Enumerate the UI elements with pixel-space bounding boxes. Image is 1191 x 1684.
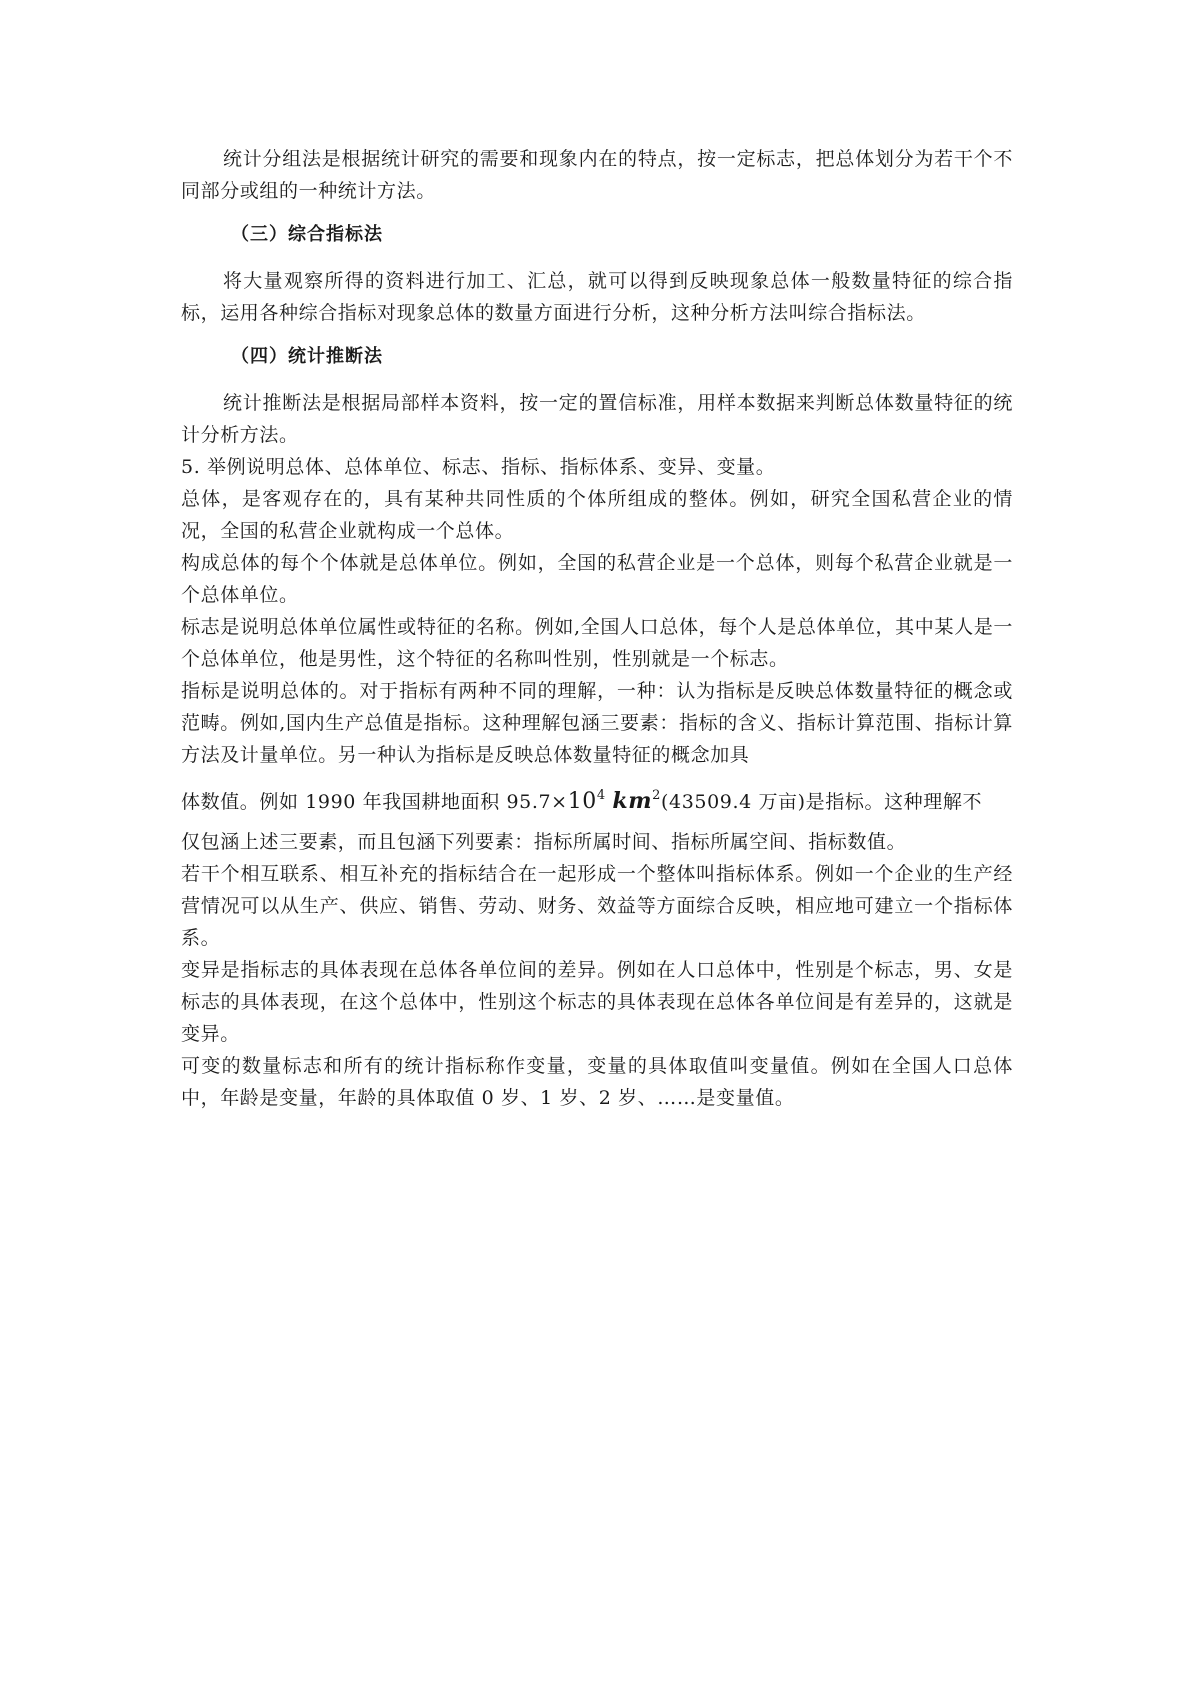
formula-line (181, 779, 1013, 824)
paragraph-statistical-inference: 统计推断法是根据局部样本资料，按一定的置信标准，用样本数据来判断总体数量特征的统计分析方法。 (181, 392, 1013, 446)
paragraph-variable: 可变的数量标志和所有的统计指标称作变量，变量的具体取值叫变量值。例如在全国人口总体中，年龄是变量，年龄的具体取值 0 岁、1 岁、2 岁、……是变量值。 (181, 1055, 1013, 1109)
paragraph-composite-indicator: 将大量观察所得的资料进行加工、汇总，就可以得到反映现象总体一般数量特征的综合指标，运用各种综合指标对现象总体的数量方面进行分析，这种分析方法叫综合指标法。 (181, 270, 1013, 324)
formula-exponent: 4 (596, 788, 606, 803)
formula-suffix: (43509.4 万亩)是指标。这种理解不 (661, 791, 983, 813)
formula-base: 10 (567, 789, 597, 814)
section-heading-composite-indicator: （三）综合指标法 (231, 224, 383, 245)
paragraph-indicator-part-a: 指标是说明总体的。对于指标有两种不同的理解，一种：认为指标是反映总体数量特征的概念或范畴。例如,国内生产总值是指标。这种理解包涵三要素：指标的含义、指标计算范围、指标计算方法及计量单位。另一种认为指标是反映总体数量特征的概念加具 (181, 680, 1013, 766)
paragraph-population-unit: 构成总体的每个个体就是总体单位。例如，全国的私营企业是一个总体，则每个私营企业就是一个总体单位。 (181, 552, 1013, 606)
paragraph-grouping-method: 统计分组法是根据统计研究的需要和现象内在的特点，按一定标志，把总体划分为若干个不同部分或组的一种统计方法。 (181, 148, 1013, 202)
formula-prefix: 体数值。例如 1990 年我国耕地面积 95.7× (181, 791, 568, 813)
question-5: 5. 举例说明总体、总体单位、标志、指标、指标体系、变异、变量。 (181, 456, 776, 478)
document-page (181, 143, 1013, 1114)
paragraph-indicator-part-b: 仅包涵上述三要素，而且包涵下列要素：指标所属时间、指标所属空间、指标数值。 (181, 831, 907, 853)
section-heading-statistical-inference: （四）统计推断法 (231, 346, 383, 367)
paragraph-variation: 变异是指标志的具体表现在总体各单位间的差异。例如在人口总体中，性别是个标志，男、女是标志的具体表现，在这个总体中，性别这个标志的具体表现在总体各单位间是有差异的，这就是变异。 (181, 959, 1013, 1045)
paragraph-indicator-system: 若干个相互联系、相互补充的指标结合在一起形成一个整体叫指标体系。例如一个企业的生产经营情况可以从生产、供应、销售、劳动、财务、效益等方面综合反映，相应地可建立一个指标体系。 (181, 863, 1013, 949)
paragraph-mark: 标志是说明总体单位属性或特征的名称。例如,全国人口总体，每个人是总体单位，其中某人是一个总体单位，他是男性，这个特征的名称叫性别，性别就是一个标志。 (181, 616, 1013, 670)
paragraph-population: 总体，是客观存在的，具有某种共同性质的个体所组成的整体。例如，研究全国私营企业的情况，全国的私营企业就构成一个总体。 (181, 488, 1013, 542)
formula-unit: km (612, 788, 653, 814)
formula-unit-exponent: 2 (652, 788, 662, 803)
